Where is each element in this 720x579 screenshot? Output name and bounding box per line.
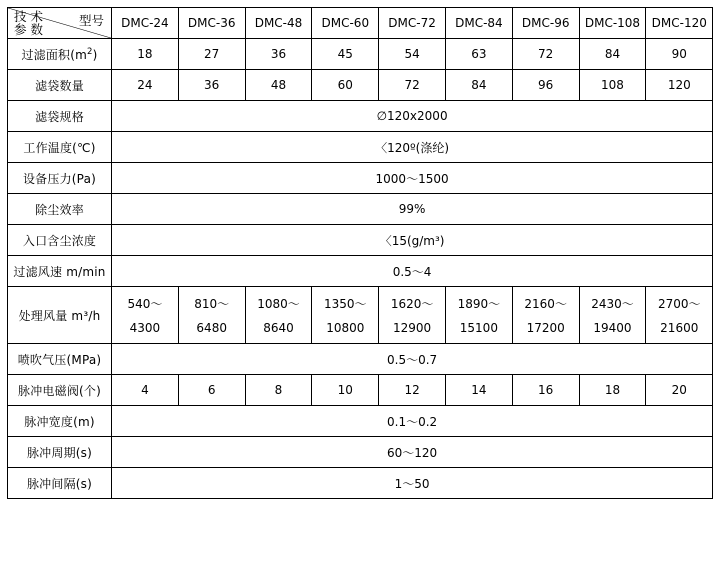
row-value-cell: 36 [178,70,245,101]
table-row [8,256,713,287]
row-value-cell [512,287,579,344]
row-label: 工作温度(℃) [8,132,112,163]
table-row [8,70,713,101]
row-label: 过滤面积$(m^2)$ [8,39,112,70]
row-value-span: 〈120º(涤纶) [112,132,713,163]
row-value-cell: 90 [646,39,713,70]
row-value-cell [245,287,312,344]
spec-sheet [0,7,720,579]
row-value-span: 0.5～4 [112,256,713,287]
row-label: 脉冲间隔(s) [8,468,112,499]
row-label: 除尘效率 [8,194,112,225]
row-label: 设备压力(Pa) [8,163,112,194]
row-value-cell: 45 [312,39,379,70]
row-value-cell: 6 [178,375,245,406]
value-bottom: 12900 [392,321,432,335]
value-bottom: 6480 [196,321,227,335]
row-value-span: 1～50 [112,468,713,499]
row-value-cell: 14 [445,375,512,406]
row-value-cell: 12 [379,375,446,406]
model-header-7: DMC-96 [512,8,579,39]
row-value-cell: 10 [312,375,379,406]
row-value-cell [579,287,646,344]
row-value-cell: 24 [112,70,179,101]
model-header-5: DMC-72 [379,8,446,39]
table-row [8,344,713,375]
table-row [8,163,713,194]
row-value-cell [112,287,179,344]
row-value-span: 0.1～0.2 [112,406,713,437]
row-label: 脉冲周期(s) [8,437,112,468]
value-bottom: 19400 [593,321,632,335]
row-value-cell: 4 [112,375,179,406]
value-bottom: 21600 [660,321,699,335]
header-corner-cell [8,8,112,39]
table-row [8,375,713,406]
value-top: 2700～ [658,297,701,311]
row-value-span: 1000～1500 [112,163,713,194]
row-value-cell: 72 [512,39,579,70]
row-value-cell: 72 [379,70,446,101]
value-bottom: 17200 [526,321,565,335]
row-value-cell: 18 [579,375,646,406]
table-row [8,225,713,256]
row-label: 脉冲电磁阀(个) [8,375,112,406]
table-row [8,437,713,468]
table-row [8,39,713,70]
row-value-cell: 84 [579,39,646,70]
row-value-span: 0.5～0.7 [112,344,713,375]
value-top: 2430～ [591,297,634,311]
row-value-cell: 16 [512,375,579,406]
row-value-cell [312,287,379,344]
table-row [8,287,713,344]
value-top: 2160～ [524,297,567,311]
corner-param-label: 技 术 参 数 [14,9,43,37]
value-top: 1080～ [257,297,300,311]
row-value-cell: 36 [245,39,312,70]
row-value-span: 〈15(g/m³) [112,225,713,256]
value-top: 1350～ [324,297,367,311]
model-header-8: DMC-108 [579,8,646,39]
value-bottom: 4300 [129,321,161,335]
row-value-span: ∅120x2000 [112,101,713,132]
row-value-cell: 27 [178,39,245,70]
value-top: 1620～ [390,297,434,311]
row-label: 过滤风速 m/min [8,256,112,287]
row-value-span: 99% [112,194,713,225]
model-header-9: DMC-120 [646,8,713,39]
row-label: 喷吹气压(MPa) [8,344,112,375]
table-row [8,101,713,132]
table-body [8,8,713,499]
table-header-row [8,8,713,39]
row-value-cell: 18 [112,39,179,70]
row-label: 入口含尘浓度 [8,225,112,256]
row-value-cell: 54 [379,39,446,70]
model-header-1: DMC-24 [112,8,179,39]
model-header-6: DMC-84 [445,8,512,39]
row-value-cell: 63 [445,39,512,70]
row-value-cell: 60 [312,70,379,101]
value-top: 810～ [194,297,230,311]
table-row [8,132,713,163]
value-bottom: 10800 [326,321,365,335]
row-value-cell: 108 [579,70,646,101]
row-label: 脉冲宽度(m) [8,406,112,437]
row-value-cell: 8 [245,375,312,406]
row-value-cell [178,287,245,344]
value-bottom: 8640 [263,321,294,335]
row-value-cell [445,287,512,344]
value-top: 1890～ [457,297,501,311]
row-value-cell: 96 [512,70,579,101]
model-header-2: DMC-36 [178,8,245,39]
row-value-cell [646,287,713,344]
row-value-span: 60～120 [112,437,713,468]
row-value-cell: 84 [445,70,512,101]
row-value-cell: 20 [646,375,713,406]
row-label: 处理风量 m³/h [8,287,112,344]
table-row [8,194,713,225]
value-bottom: 15100 [459,321,498,335]
row-label: 滤袋数量 [8,70,112,101]
row-value-cell [379,287,446,344]
value-top: 540～ [127,297,163,311]
corner-model-label: 型号 [78,13,104,28]
row-value-cell: 120 [646,70,713,101]
specification-table [7,7,713,499]
row-value-cell: 48 [245,70,312,101]
table-row [8,468,713,499]
row-label: 滤袋规格 [8,101,112,132]
table-row [8,406,713,437]
model-header-3: DMC-48 [245,8,312,39]
model-header-4: DMC-60 [312,8,379,39]
